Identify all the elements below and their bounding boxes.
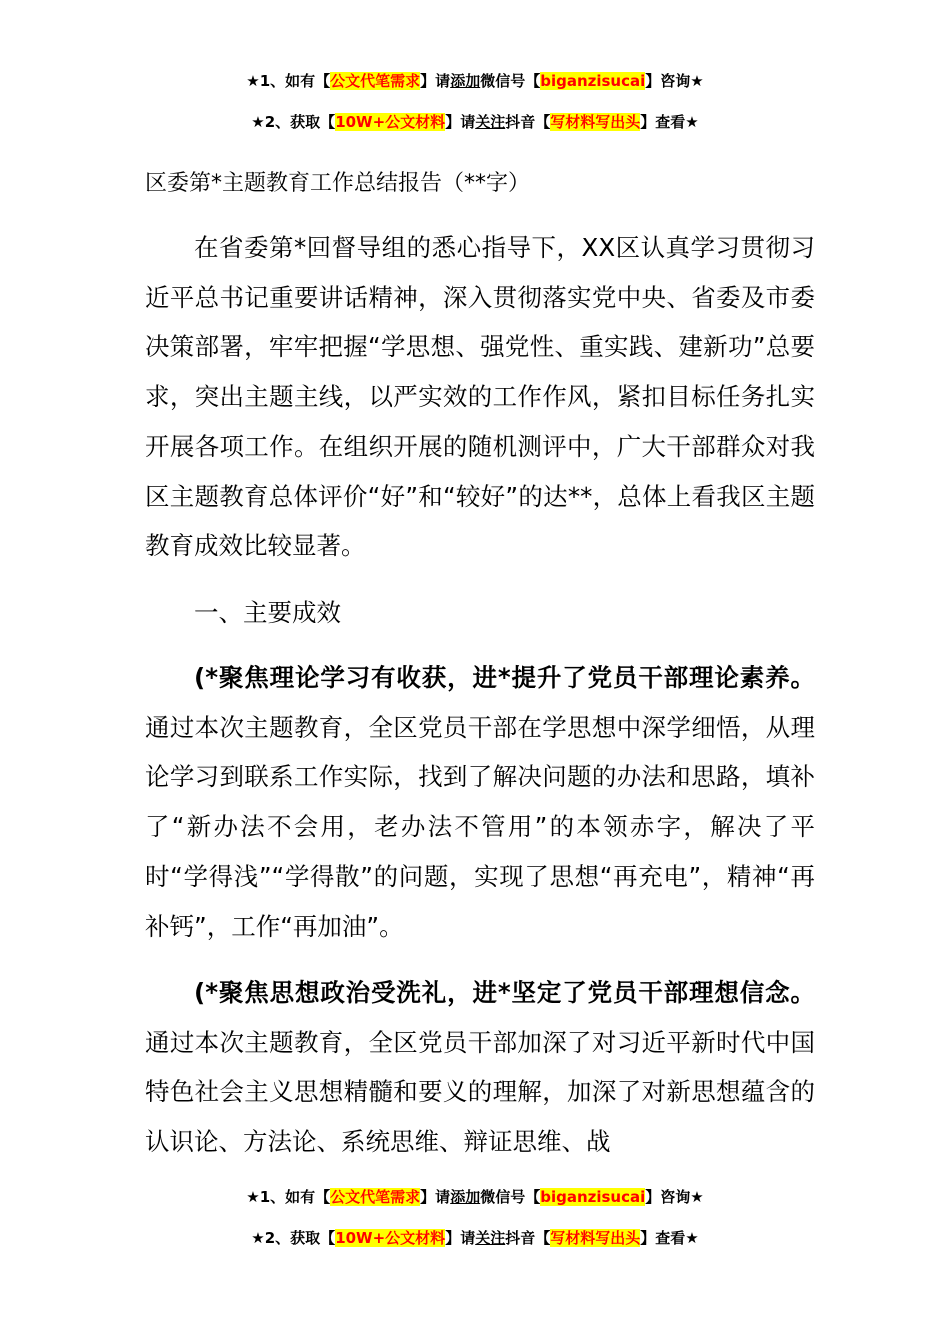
highlight-douyin-id: 写材料写出头 [550, 113, 641, 131]
star-icon: ★ [246, 72, 260, 90]
section-heading: 一、主要成效 [194, 598, 341, 627]
highlight-wechat-id: biganzisucai [540, 72, 646, 90]
footer-ad-line-1: ★1、如有【公文代笔需求】请添加微信号【biganzisucai】咨询★ [246, 1188, 704, 1206]
star-icon: ★ [251, 113, 265, 131]
achievement-paragraph-1: (*聚焦理论学习有收获，进*提升了党员干部理论素养。通过本次主题教育，全区党员干部在学思想中深学细悟，从理论学习到联系工作实际，找到了解决问题的办法和思路，填补了“新办法不会用，老办法不管用”的本领赤字，解决了平时“学得浅”“学得散”的问题，实现了思想“再充电”，精神“再补钙”，工作“再加油”。 [145, 663, 815, 941]
paragraph-lead: (*聚焦思想政治受洗礼，进*坚定了党员干部理想信念。 [194, 978, 815, 1007]
highlight-service: 公文代笔需求 [330, 72, 421, 90]
document-title: 区委第*主题教育工作总结报告（**字） [145, 171, 531, 196]
highlight-materials: 10W+公文材料 [335, 113, 446, 131]
footer-ad-line-2: ★2、获取【10W+公文材料】请关注抖音【写材料写出头】查看★ [251, 1229, 699, 1247]
achievement-paragraph-2: (*聚焦思想政治受洗礼，进*坚定了党员干部理想信念。通过本次主题教育，全区党员干部加深了对习近平新时代中国特色社会主义思想精髓和要义的理解，加深了对新思想蕴含的认识论、方法论、系统思维、辩证思维、战 [145, 978, 815, 1157]
header-ad-line-1: ★1、如有【公文代笔需求】请添加微信号【biganzisucai】咨询★ [246, 72, 704, 90]
star-icon: ★ [251, 1229, 265, 1247]
header-ad-line-2: ★2、获取【10W+公文材料】请关注抖音【写材料写出头】查看★ [251, 113, 699, 131]
intro-paragraph: 在省委第*回督导组的悉心指导下，XX区认真学习贯彻习近平总书记重要讲话精神，深入贯彻落实党中央、省委及市委决策部署，牢牢把握“学思想、强党性、重实践、建新功”总要求，突出主题主线，以严实效的工作作风，紧扣目标任务扎实开展各项工作。在组织开展的随机测评中，广大干部群众对我区主题教育总体评价“好”和“较好”的达**，总体上看我区主题教育成效比较显著。 [145, 233, 815, 561]
star-icon: ★ [246, 1188, 260, 1206]
paragraph-lead: (*聚焦理论学习有收获，进*提升了党员干部理论素养。 [194, 663, 815, 692]
